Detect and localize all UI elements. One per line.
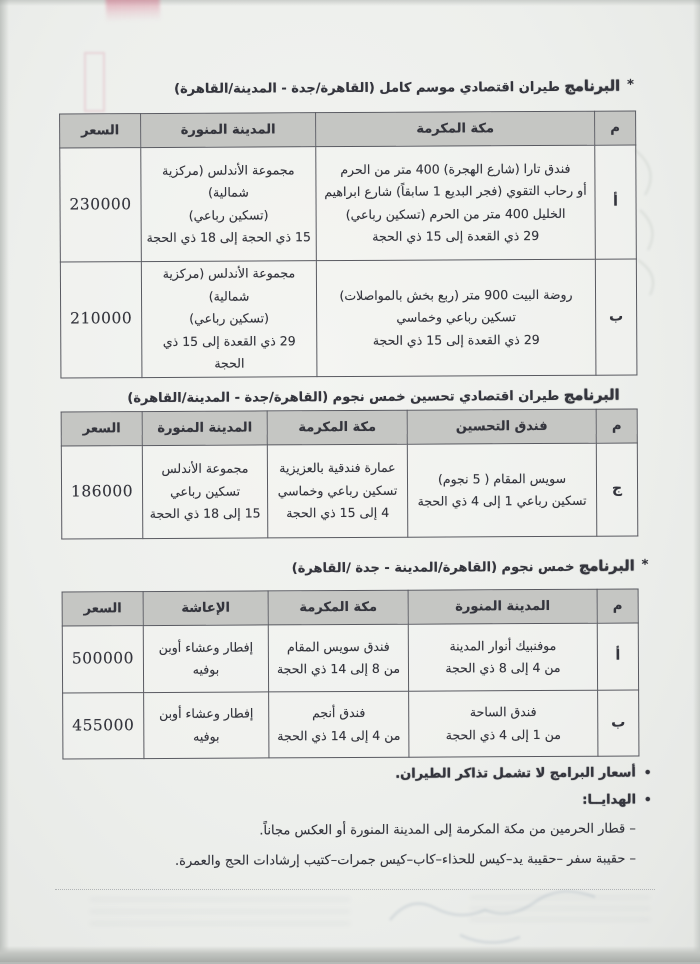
bullet-icon: * bbox=[641, 557, 649, 573]
bullet-icon: • bbox=[643, 765, 652, 780]
column-header-medina: المدينة المنورة bbox=[142, 411, 267, 446]
title-bold-word: البرنامج bbox=[578, 558, 635, 575]
gift-item-train bbox=[259, 822, 636, 839]
column-header-improvement-hotel: فندق التحسين bbox=[407, 409, 596, 444]
cell-price: 186000 bbox=[61, 446, 142, 539]
note-text: أسعار البرامج لا تشمل تذاكر الطيران. bbox=[395, 765, 636, 782]
column-header-medina: المدينة المنورة bbox=[408, 589, 597, 624]
title-text: طيران اقتصادي موسم كامل (القاهرة/جدة - المدينة/القاهرة) bbox=[174, 79, 565, 97]
note-text: الهدايــا: bbox=[582, 792, 637, 808]
cell-medina: موفنبيك أنوار المدينة من 4 إلى 8 ذي الحجة bbox=[408, 623, 597, 691]
table-header-row bbox=[60, 111, 636, 148]
program-table-3 bbox=[62, 588, 640, 759]
table-row bbox=[60, 259, 637, 378]
cell-mecca: روضة البيت 900 متر (ربع بخش بالمواصلات) تسكين رباعي وخماسي 29 ذي القعدة إلى 15 ذي الحجة bbox=[316, 259, 596, 376]
scan-edge-bottom bbox=[0, 946, 700, 962]
column-header-price: السعر bbox=[62, 592, 143, 626]
gift-item-bag-kit bbox=[175, 852, 636, 869]
cell-marker: ب bbox=[598, 690, 639, 756]
program-table-1 bbox=[59, 110, 637, 378]
cell-meals: إفطار وعشاء أوبن بوفيه bbox=[143, 625, 268, 693]
cell-medina: فندق الساحة من 1 إلى 4 ذي الحجة bbox=[409, 690, 598, 757]
column-header-marker: م bbox=[595, 111, 636, 145]
cell-marker: أ bbox=[595, 145, 637, 259]
cell-mecca: عمارة فندقية بالعزيزية تسكين رباعي وخماسي 4 إلى 15 ذي الحجة bbox=[267, 444, 407, 538]
cell-price: 230000 bbox=[60, 148, 142, 262]
column-header-mecca: مكة المكرمة bbox=[268, 590, 408, 625]
note-gifts-heading bbox=[582, 792, 651, 807]
column-header-price: السعر bbox=[60, 114, 141, 148]
bullet-icon: • bbox=[643, 792, 652, 807]
column-header-price: السعر bbox=[61, 412, 142, 446]
table-row bbox=[60, 145, 637, 262]
table-row bbox=[63, 690, 639, 759]
column-header-medina: المدينة المنورة bbox=[141, 113, 316, 148]
title-text: طيران اقتصادي تحسين خمس نجوم (القاهرة/جدة - المدينة/القاهرة) bbox=[127, 388, 564, 407]
cell-mecca: فندق تارا (شارع الهجرة) 400 متر من الحرم أو رحاب التقوي (فجر البديع 1 سابقاً) شارع ابراهيم الخليل 400 متر من الحرم (تسكين رباعي) 29 ذي القعدة إلى 15 ذي الحجة bbox=[316, 145, 596, 260]
ghost-handwriting bbox=[380, 880, 620, 950]
title-bold-word: البرنامج bbox=[564, 78, 621, 95]
cell-price: 500000 bbox=[62, 626, 143, 693]
cell-mecca: فندق أنجم من 4 إلى 14 ذي الحجة bbox=[269, 691, 409, 758]
table-header-row bbox=[62, 589, 638, 626]
column-header-meals: الإعاشة bbox=[143, 591, 268, 626]
ghost-margin-marks bbox=[620, 140, 690, 300]
bullet-icon: * bbox=[627, 77, 634, 93]
cell-mecca: فندق سويس المقام من 8 إلى 14 ذي الحجة bbox=[268, 624, 408, 692]
cell-medina: مجموعة الأندلس تسكين رباعي 15 إلى 18 ذي الحجة bbox=[142, 445, 267, 539]
column-header-marker: م bbox=[597, 589, 638, 623]
title-text: خمس نجوم (القاهرة/المدينة - جدة /القاهرة) bbox=[291, 559, 580, 577]
note-prices-exclude-flights bbox=[395, 765, 651, 781]
column-header-mecca: مكة المكرمة bbox=[316, 111, 595, 146]
title-bold-word: البرنامج bbox=[563, 387, 620, 404]
table-row bbox=[61, 443, 637, 539]
cell-medina: مجموعة الأندلس (مركزية شمالية) (تسكين رباعي) 15 ذي الحجة إلى 18 ذي الحجة bbox=[141, 147, 317, 262]
cell-price: 210000 bbox=[60, 262, 142, 378]
program-title-2 bbox=[127, 388, 619, 407]
ghost-letterhead-text bbox=[90, 898, 350, 932]
note-text: – قطار الحرمين من مكة المكرمة إلى المدينة المنورة أو العكس مجاناً. bbox=[259, 821, 636, 839]
cell-meals: إفطار وعشاء أوبن بوفيه bbox=[144, 692, 269, 759]
column-header-marker: م bbox=[596, 409, 637, 443]
cell-medina: مجموعة الأندلس (مركزية شمالية) (تسكين رباعي) 29 ذي القعدة إلى 15 ذي الحجة bbox=[141, 261, 317, 377]
program-table-2 bbox=[61, 408, 639, 539]
cell-marker: أ bbox=[597, 623, 638, 690]
cell-improvement-hotel: سويس المقام ( 5 نجوم) تسكين رباعي 1 إلى 4 ذي الحجة bbox=[407, 443, 596, 537]
cell-marker: ج bbox=[596, 443, 637, 536]
table-header-row bbox=[61, 409, 637, 446]
cell-price: 455000 bbox=[63, 693, 144, 759]
table-row bbox=[62, 623, 638, 693]
program-title-3 bbox=[292, 557, 649, 576]
note-text: – حقيبة سفر –حقيبة يد–كيس للحذاء–كاب–كيس جمرات–كتيب إرشادات الحج والعمرة. bbox=[174, 851, 637, 869]
program-title-1 bbox=[174, 78, 634, 97]
cell-marker: ب bbox=[595, 259, 637, 375]
column-header-mecca: مكة المكرمة bbox=[267, 410, 407, 445]
